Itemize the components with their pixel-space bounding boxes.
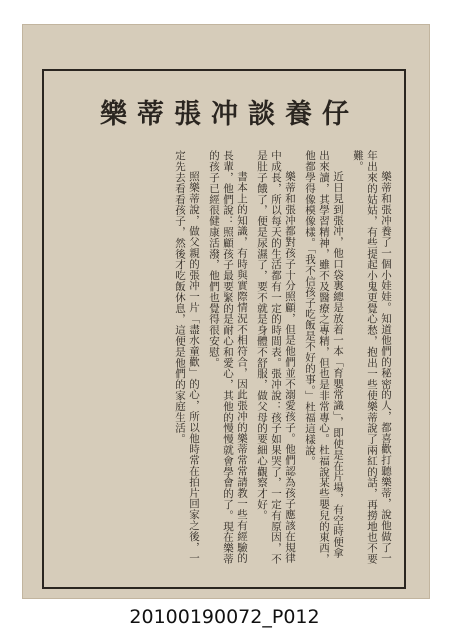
paragraph: 書本上的知識，有時與實際情況不相符合，因此張冲的樂蒂常常請教一些有經驗的長輩，他們說：照顧孩子最要緊的是耐心和愛心，其他的慢慢就會學會的了。現在樂蒂的孩子已經很健康活潑，他們也覺得很安慰。 [208,150,248,565]
paragraph: 近日見到張冲，他口袋裏總是放着一本「育嬰常識」，即使是在片場，有空時便拿出來讀，其學習精神，雖不及醫療之專精，但也是非常專心。杜福說某些嬰兒的東西，他都學得像模像樣。「我不信孩子吃飯是不好的事。」杜福這樣說。 [304,150,344,565]
paragraph: 樂蒂和張冲都對孩子十分照顧，但是他們並不溺愛孩子。他們認為孩子應該在規律中成長，所以每天的生活都有一定的時間表。張冲說：孩子如果哭了，一定有原因，不是肚子餓了，便是尿濕了，要不就是身體不舒服，做父母的要細心觀察才好。 [256,150,296,565]
paragraph: 樂蒂和張冲養了一個小娃娃。知道他們的秘密的人，都喜歡打聽樂蒂，說他做了一年出來的姑姑，有些提起小鬼更覺心愁，抱出一些使樂蒂說了兩紅的話，再撈地也不要難。 [352,150,392,565]
article-title: 樂蒂張冲談養仔 [100,99,359,130]
paragraph: 照樂蒂說，做父親的張冲一片「盡水童歡」的心，所以他時常在拍片回家之後，一定先去看看孩子，然後才吃飯休息，這便是他們的家庭生活。 [174,150,200,564]
article-body [63,150,393,565]
archive-id-caption: 20100190072_P012 [129,606,320,628]
